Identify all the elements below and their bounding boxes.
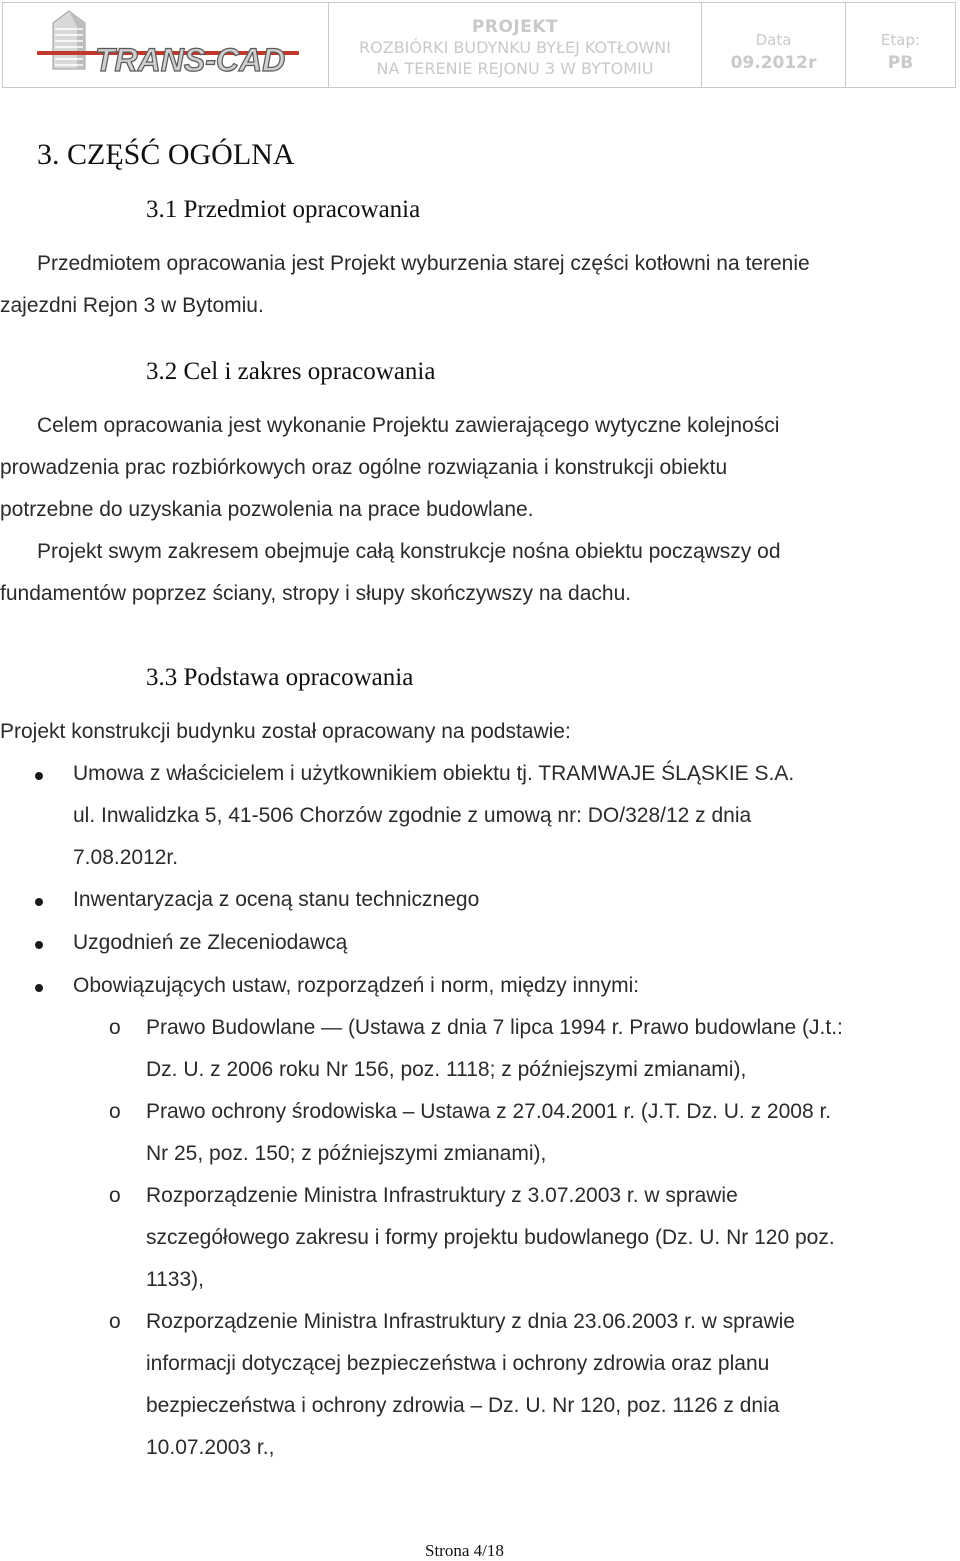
trans-cad-logo	[33, 9, 309, 73]
date-value: 09.2012r	[730, 53, 817, 73]
sub-item-line: Prawo Budowlane — (Ustawa z dnia 7 lipca 1994 r. Prawo budowlane (J.t.:	[146, 1016, 843, 1039]
bullet-item-line: 7.08.2012r.	[73, 846, 179, 869]
bullet-item-line: Umowa z właścicielem i użytkownikiem obiektu tj. TRAMWAJE ŚLĄSKIE S.A.	[73, 762, 795, 785]
paragraph-line: Przedmiotem opracowania jest Projekt wyburzenia starej części kotłowni na terenie	[37, 252, 810, 275]
subsection-heading-3-2: 3.2 Cel i zakres opracowania	[146, 358, 436, 385]
stage-value: PB	[887, 53, 914, 73]
date-cell	[702, 3, 846, 87]
logo-cell	[3, 3, 329, 87]
paragraph-line: Celem opracowania jest wykonanie Projektu zawierającego wytyczne kolejności	[37, 414, 780, 437]
sub-item-line: Rozporządzenie Ministra Infrastruktury z 3.07.2003 r. w sprawie	[146, 1184, 738, 1207]
paragraph-line: potrzebne do uzyskania pozwolenia na prace budowlane.	[0, 498, 534, 521]
project-name-line-1: ROZBIÓRKI BUDYNKU BYŁEJ KOTŁOWNI	[359, 38, 671, 57]
sub-item-marker: o	[109, 1184, 121, 1207]
sub-item-line: Nr 25, poz. 150; z późniejszymi zmianami),	[146, 1142, 547, 1165]
subsection-heading-3-3: 3.3 Podstawa opracowania	[146, 664, 414, 691]
stage-label: Etap:	[880, 31, 921, 49]
bullet-item-line: Uzgodnień ze Zleceniodawcą	[73, 931, 348, 954]
project-label: PROJEKT	[471, 17, 559, 37]
paragraph-line: prowadzenia prac rozbiórkowych oraz ogólne rozwiązania i konstrukcji obiektu	[0, 456, 728, 479]
sub-item-line: 10.07.2003 r.,	[146, 1436, 275, 1459]
date-label: Data	[755, 31, 792, 49]
project-cell	[329, 3, 702, 87]
bullet-item-line: Obowiązujących ustaw, rozporządzeń i norm, między innymi:	[73, 974, 640, 997]
subsection-heading-3-1: 3.1 Przedmiot opracowania	[146, 196, 421, 223]
paragraph-line: Projekt swym zakresem obejmuje całą konstrukcje nośna obiektu począwszy od	[37, 540, 781, 563]
bullet-item-line: Inwentaryzacja z oceną stanu technicznego	[73, 888, 480, 911]
bullet-marker	[35, 984, 43, 992]
sub-item-line: 1133),	[146, 1268, 204, 1291]
document-header	[2, 2, 956, 88]
bullet-marker	[35, 772, 43, 780]
logo-text: TRANS-CAD	[95, 42, 286, 73]
sub-item-line: informacji dotyczącej bezpieczeństwa i ochrony zdrowia oraz planu	[146, 1352, 770, 1375]
page-number: Strona 4/18	[425, 1541, 504, 1560]
paragraph-line: zajezdni Rejon 3 w Bytomiu.	[0, 294, 264, 317]
sub-item-line: Dz. U. z 2006 roku Nr 156, poz. 1118; z późniejszymi zmianami),	[146, 1058, 747, 1081]
sub-item-marker: o	[109, 1310, 121, 1333]
sub-item-line: Rozporządzenie Ministra Infrastruktury z dnia 23.06.2003 r. w sprawie	[146, 1310, 795, 1333]
section-heading: 3. CZĘŚĆ OGÓLNA	[37, 138, 295, 171]
sub-item-marker: o	[109, 1016, 121, 1039]
paragraph-line: Projekt konstrukcji budynku został opracowany na podstawie:	[0, 720, 571, 743]
sub-item-line: Prawo ochrony środowiska – Ustawa z 27.04.2001 r. (J.T. Dz. U. z 2008 r.	[146, 1100, 832, 1123]
bullet-item-line: ul. Inwalidzka 5, 41-506 Chorzów zgodnie z umową nr: DO/328/12 z dnia	[73, 804, 752, 827]
stage-cell	[846, 3, 955, 87]
project-name-line-2: NA TERENIE REJONU 3 W BYTOMIU	[376, 59, 654, 78]
bullet-marker	[35, 898, 43, 906]
sub-item-line: bezpieczeństwa i ochrony zdrowia – Dz. U. Nr 120, poz. 1126 z dnia	[146, 1394, 780, 1417]
paragraph-line: fundamentów poprzez ściany, stropy i słupy skończywszy na dachu.	[0, 582, 632, 605]
sub-item-line: szczegółowego zakresu i formy projektu budowlanego (Dz. U. Nr 120 poz.	[146, 1226, 835, 1249]
sub-item-marker: o	[109, 1100, 121, 1123]
bullet-marker	[35, 941, 43, 949]
